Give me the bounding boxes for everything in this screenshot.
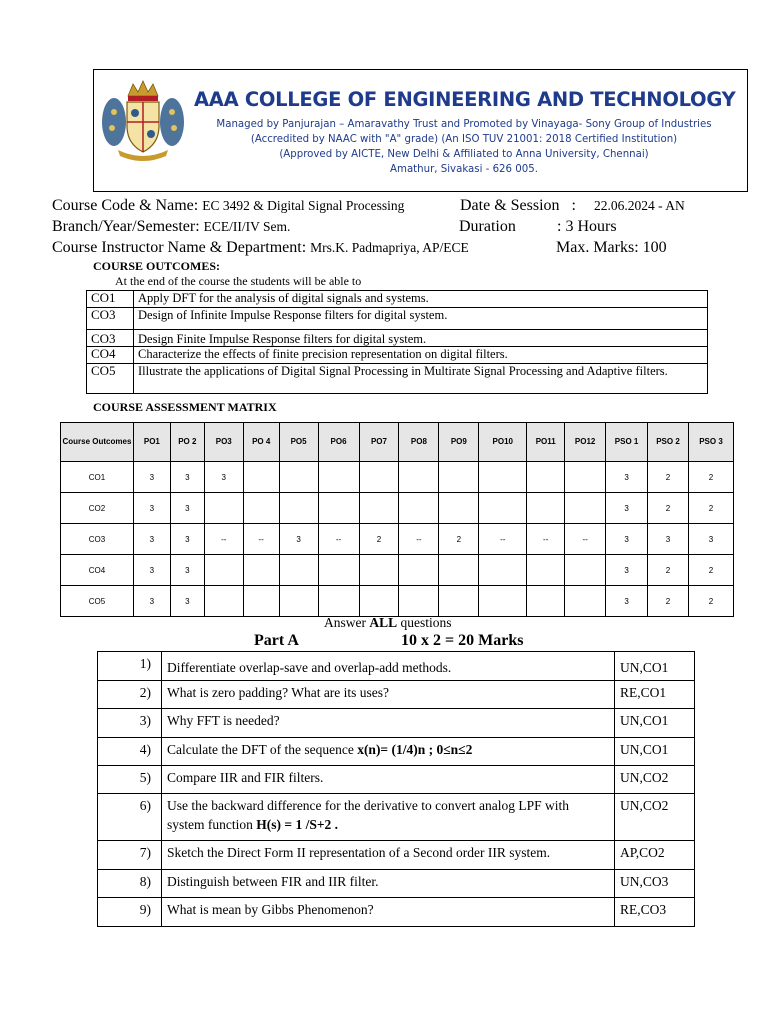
instructor-value: Mrs.K. Padmapriya, AP/ECE [310, 240, 469, 255]
matrix-value-cell [279, 462, 318, 493]
matrix-value-cell: 3 [688, 524, 733, 555]
matrix-value-cell: -- [243, 524, 279, 555]
matrix-value-cell: 3 [204, 462, 243, 493]
question-number: 5) [98, 766, 162, 794]
co-code: CO1 [87, 291, 134, 308]
matrix-header-row [61, 423, 734, 462]
matrix-outcome-cell: CO1 [61, 462, 134, 493]
question-number: 9) [98, 898, 162, 927]
part-a-questions-table [97, 651, 695, 927]
matrix-value-cell [479, 493, 527, 524]
question-text-cell [162, 738, 615, 766]
matrix-value-cell [439, 586, 479, 617]
part-a-marks: 10 x 2 = 20 Marks [401, 632, 524, 649]
matrix-value-cell [318, 555, 359, 586]
question-row [98, 794, 695, 841]
co-row [87, 330, 708, 347]
matrix-value-cell: 3 [170, 555, 204, 586]
matrix-value-cell [204, 493, 243, 524]
question-text-cell [162, 898, 615, 927]
question-number: 6) [98, 794, 162, 841]
matrix-value-cell [359, 462, 399, 493]
date-value: 22.06.2024 - AN [594, 198, 685, 213]
matrix-header-cell: PO6 [318, 423, 359, 462]
college-crest-logo [100, 78, 186, 162]
matrix-value-cell: -- [318, 524, 359, 555]
question-text: Distinguish between FIR and IIR filter. [167, 874, 379, 889]
matrix-value-cell [399, 586, 439, 617]
question-text-cell [162, 681, 615, 709]
course-outcomes-table [86, 290, 708, 394]
matrix-header-cell: PO1 [133, 423, 170, 462]
course-code-row [52, 197, 404, 215]
matrix-value-cell [399, 493, 439, 524]
co-code: CO3 [87, 330, 134, 347]
matrix-value-cell: 3 [606, 493, 648, 524]
course-outcomes-title: COURSE OUTCOMES: [93, 259, 221, 273]
matrix-value-cell: 2 [648, 493, 689, 524]
matrix-value-cell [479, 462, 527, 493]
matrix-header-cell: PO5 [279, 423, 318, 462]
matrix-value-cell: 3 [606, 462, 648, 493]
matrix-value-cell [318, 586, 359, 617]
matrix-value-cell: 3 [170, 586, 204, 617]
matrix-value-cell: -- [204, 524, 243, 555]
question-text: Compare IIR and FIR filters. [167, 770, 324, 785]
matrix-value-cell [243, 586, 279, 617]
matrix-value-cell: 3 [170, 493, 204, 524]
matrix-value-cell: 2 [648, 586, 689, 617]
matrix-row [61, 493, 734, 524]
matrix-value-cell: 3 [648, 524, 689, 555]
matrix-value-cell [527, 555, 565, 586]
question-text: Differentiate overlap-save and overlap-add methods. [167, 660, 452, 675]
question-number: 8) [98, 870, 162, 898]
question-row [98, 738, 695, 766]
matrix-value-cell [243, 462, 279, 493]
matrix-value-cell [204, 555, 243, 586]
question-bloom-co: RE,CO1 [615, 681, 695, 709]
matrix-row [61, 462, 734, 493]
co-code: CO4 [87, 347, 134, 364]
answer-all-suffix: questions [397, 615, 452, 630]
matrix-value-cell: 3 [133, 524, 170, 555]
matrix-value-cell [565, 462, 606, 493]
matrix-value-cell: 2 [688, 586, 733, 617]
matrix-header-cell: Course Outcomes [61, 423, 134, 462]
question-bloom-co: UN,CO2 [615, 794, 695, 841]
matrix-outcome-cell: CO5 [61, 586, 134, 617]
branch-value: ECE/II/IV Sem. [203, 219, 291, 234]
question-row [98, 652, 695, 681]
matrix-value-cell: -- [527, 524, 565, 555]
branch-row [52, 218, 290, 236]
matrix-value-cell [243, 555, 279, 586]
address-line: Amathur, Sivakasi - 626 005. [390, 164, 538, 175]
question-text-cell [162, 870, 615, 898]
question-row [98, 841, 695, 870]
branch-label: Branch/Year/Semester: [52, 218, 200, 235]
matrix-row [61, 586, 734, 617]
question-number: 3) [98, 709, 162, 738]
college-name: AAA COLLEGE OF ENGINEERING AND TECHNOLOGY [194, 88, 736, 111]
matrix-header-cell: PO 4 [243, 423, 279, 462]
matrix-value-cell [527, 462, 565, 493]
matrix-value-cell [279, 586, 318, 617]
question-row [98, 898, 695, 927]
instructor-label: Course Instructor Name & Department: [52, 239, 307, 256]
matrix-value-cell: 3 [606, 524, 648, 555]
question-text-cell [162, 652, 615, 681]
question-text: What is mean by Gibbs Phenomenon? [167, 902, 374, 917]
max-marks: Max. Marks: 100 [556, 239, 667, 256]
question-text: Calculate the DFT of the sequence [167, 742, 358, 757]
answer-all-bold: ALL [369, 615, 398, 630]
matrix-header-cell: PO12 [565, 423, 606, 462]
matrix-value-cell: 3 [133, 493, 170, 524]
question-math: x(n)= (1/4)n ; 0≤n≤2 [357, 742, 473, 757]
co-code: CO5 [87, 364, 134, 394]
matrix-value-cell [565, 493, 606, 524]
matrix-value-cell [359, 555, 399, 586]
question-row [98, 681, 695, 709]
matrix-header-cell: PO11 [527, 423, 565, 462]
matrix-value-cell: 2 [688, 462, 733, 493]
question-row [98, 709, 695, 738]
date-label: Date & Session [460, 197, 560, 214]
matrix-value-cell [279, 555, 318, 586]
question-text-cell [162, 766, 615, 794]
matrix-row [61, 555, 734, 586]
co-code: CO3 [87, 308, 134, 330]
matrix-value-cell: 2 [688, 555, 733, 586]
co-text: Apply DFT for the analysis of digital signals and systems. [134, 291, 708, 308]
date-separator: : [571, 197, 576, 214]
question-bloom-co: UN,CO1 [615, 709, 695, 738]
instructor-row [52, 239, 469, 257]
matrix-header-cell: PO10 [479, 423, 527, 462]
assessment-matrix-title: COURSE ASSESSMENT MATRIX [93, 400, 277, 414]
question-number: 2) [98, 681, 162, 709]
question-text: Sketch the Direct Form II representation of a Second order IIR system. [167, 845, 551, 860]
co-text: Design of Infinite Impulse Response filters for digital system. [134, 308, 708, 330]
co-row [87, 308, 708, 330]
matrix-value-cell [479, 555, 527, 586]
matrix-value-cell: 2 [648, 555, 689, 586]
question-text-cell [162, 709, 615, 738]
co-text: Design Finite Impulse Response filters for digital system. [134, 330, 708, 347]
answer-all-instruction [324, 615, 452, 631]
co-text: Illustrate the applications of Digital Signal Processing in Multirate Signal Processing and Adaptive filters. [134, 364, 708, 394]
matrix-header-cell: PO7 [359, 423, 399, 462]
matrix-value-cell: -- [399, 524, 439, 555]
matrix-value-cell: 2 [688, 493, 733, 524]
matrix-value-cell: 2 [648, 462, 689, 493]
question-text-cell [162, 841, 615, 870]
matrix-outcome-cell: CO2 [61, 493, 134, 524]
matrix-value-cell [318, 462, 359, 493]
matrix-outcome-cell: CO3 [61, 524, 134, 555]
matrix-value-cell [479, 586, 527, 617]
matrix-value-cell [439, 462, 479, 493]
management-line: Managed by Panjurajan – Amaravathy Trust and Promoted by Vinayaga- Sony Group of Industries [216, 119, 712, 130]
question-text: Use the backward difference for the derivative to convert analog LPF with system function [167, 798, 569, 832]
co-row [87, 291, 708, 308]
question-bloom-co: RE,CO3 [615, 898, 695, 927]
matrix-value-cell [359, 493, 399, 524]
matrix-value-cell [204, 586, 243, 617]
duration-label: Duration [459, 218, 516, 235]
matrix-value-cell: 3 [133, 555, 170, 586]
assessment-matrix-table [60, 422, 734, 617]
matrix-value-cell [318, 493, 359, 524]
question-row [98, 766, 695, 794]
matrix-header-cell: PSO 3 [688, 423, 733, 462]
matrix-header-cell: PO9 [439, 423, 479, 462]
approval-line: (Approved by AICTE, New Delhi & Affiliated to Anna University, Chennai) [279, 149, 649, 160]
course-code-value: EC 3492 & Digital Signal Processing [202, 198, 405, 213]
matrix-value-cell: -- [565, 524, 606, 555]
co-row [87, 347, 708, 364]
question-text-cell [162, 794, 615, 841]
duration-value: : 3 Hours [557, 218, 617, 235]
co-row [87, 364, 708, 394]
question-math: H(s) = 1 /S+2 . [256, 817, 339, 832]
question-bloom-co: AP,CO2 [615, 841, 695, 870]
matrix-header-cell: PSO 1 [606, 423, 648, 462]
matrix-value-cell: 2 [359, 524, 399, 555]
question-number: 7) [98, 841, 162, 870]
question-row [98, 870, 695, 898]
question-text: Why FFT is needed? [167, 713, 280, 728]
matrix-outcome-cell: CO4 [61, 555, 134, 586]
matrix-value-cell [279, 493, 318, 524]
matrix-header-cell: PO8 [399, 423, 439, 462]
matrix-value-cell [399, 555, 439, 586]
matrix-value-cell: 3 [606, 586, 648, 617]
matrix-value-cell [399, 462, 439, 493]
matrix-value-cell [527, 493, 565, 524]
matrix-value-cell [565, 586, 606, 617]
matrix-value-cell [527, 586, 565, 617]
matrix-body [61, 462, 734, 617]
matrix-header-cell: PO 2 [170, 423, 204, 462]
matrix-row [61, 524, 734, 555]
matrix-value-cell: 3 [133, 586, 170, 617]
matrix-header-cell: PSO 2 [648, 423, 689, 462]
matrix-value-cell: 3 [170, 462, 204, 493]
matrix-value-cell: 3 [606, 555, 648, 586]
question-bloom-co: UN,CO1 [615, 652, 695, 681]
question-number: 4) [98, 738, 162, 766]
course-code-label: Course Code & Name: [52, 197, 199, 214]
question-bloom-co: UN,CO2 [615, 766, 695, 794]
co-text: Characterize the effects of finite precision representation on digital filters. [134, 347, 708, 364]
matrix-value-cell [565, 555, 606, 586]
date-session [460, 197, 685, 215]
matrix-value-cell: 3 [170, 524, 204, 555]
part-a-title: Part A [254, 632, 299, 649]
matrix-header-cell: PO3 [204, 423, 243, 462]
matrix-value-cell [439, 555, 479, 586]
question-number: 1) [98, 652, 162, 681]
matrix-value-cell: 3 [279, 524, 318, 555]
matrix-value-cell: 3 [133, 462, 170, 493]
matrix-value-cell: 2 [439, 524, 479, 555]
question-bloom-co: UN,CO3 [615, 870, 695, 898]
matrix-value-cell [359, 586, 399, 617]
matrix-value-cell [439, 493, 479, 524]
matrix-value-cell [243, 493, 279, 524]
question-text: What is zero padding? What are its uses? [167, 685, 390, 700]
accreditation-line: (Accredited by NAAC with "A" grade) (An ISO TUV 21001: 2018 Certified Institution) [250, 134, 678, 145]
questions-body [98, 652, 695, 927]
question-bloom-co: UN,CO1 [615, 738, 695, 766]
answer-all-prefix: Answer [324, 615, 370, 630]
matrix-value-cell: -- [479, 524, 527, 555]
course-outcomes-intro: At the end of the course the students will be able to [115, 274, 362, 288]
